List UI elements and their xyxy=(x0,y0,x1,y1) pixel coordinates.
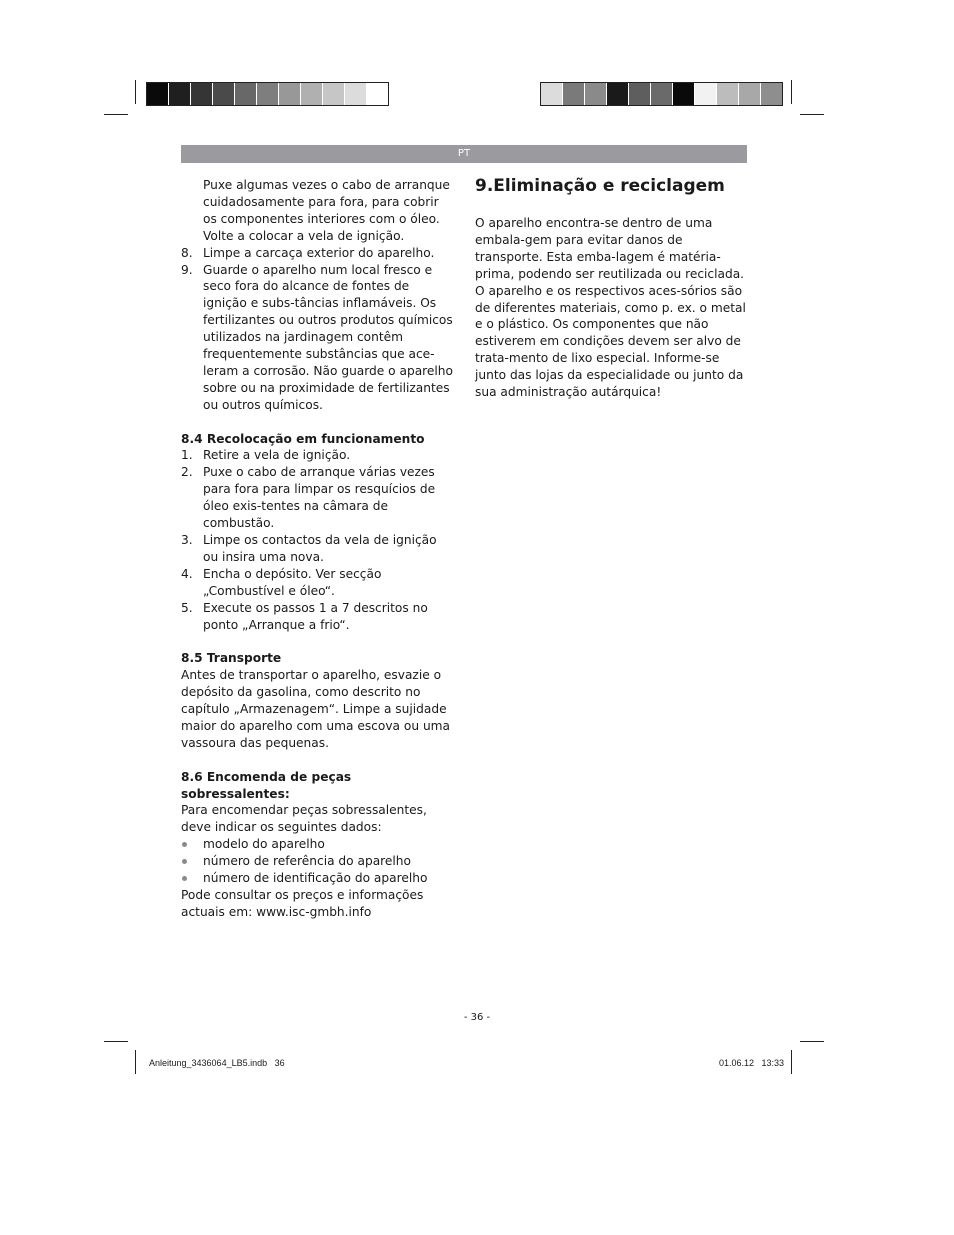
crop-mark-bl-v xyxy=(135,1050,136,1074)
section-heading-8-6: 8.6 Encomenda de peças sobressalentes: xyxy=(181,769,352,801)
color-swatch xyxy=(761,83,782,105)
spare-parts-list xyxy=(181,836,453,887)
print-footer-date: 01.06.12 13:33 xyxy=(718,1058,784,1068)
color-swatch xyxy=(257,83,279,105)
section-heading-8-4: 8.4 Recolocação em funcionamento xyxy=(181,431,425,446)
color-bar-left xyxy=(146,82,389,106)
list-item: 9. Guarde o aparelho num local fresco e seco fora do alcance de fontes de ignição e subs-tâncias inflamáveis. Os fertilizantes ou outros produtos químicos utilizados na jardinagem contêm frequentemente substâncias que ace-leram a corrosão. Não guarde o aparelho sobre ou na proximidade de fertilizantes ou outros químicos. xyxy=(181,262,453,412)
color-swatch xyxy=(301,83,323,105)
language-bar xyxy=(181,145,747,163)
right-column xyxy=(475,176,747,401)
crop-mark-tl-v xyxy=(135,80,136,104)
chapter-title: 9.Eliminação e reciclagem xyxy=(475,176,725,196)
print-footer-file: Anleitung_3436064_LB5.indb 36 xyxy=(149,1058,285,1068)
list-item: modelo do aparelho xyxy=(181,836,453,853)
bullet-icon xyxy=(182,842,187,847)
crop-mark-tr-v xyxy=(791,80,792,104)
continued-step-text: Puxe algumas vezes o cabo de arranque cuidadosamente para fora, para cobrir os componentes interiores com o óleo. Volte a colocar a vela de ignição. xyxy=(203,178,450,243)
language-label: PT xyxy=(457,148,471,159)
color-swatch xyxy=(169,83,191,105)
list-item: 1. Retire a vela de ignição. xyxy=(181,448,351,463)
color-swatch xyxy=(147,83,169,105)
color-swatch xyxy=(367,83,388,105)
disposal-text: O aparelho encontra-se dentro de uma embala-gem para evitar danos de transporte. Esta emba-lagem é matéria-prima, podendo ser reutilizada ou reciclada. O aparelho e os respectivos aces-sórios são de diferentes materiais, como p. ex. o metal e o plástico. Os componentes que não estiverem em condições devem ser alvo de trata-mento de lixo especial. Informe-se junto das lojas da especialidade ou junto da sua administração autárquica! xyxy=(475,216,746,400)
bullet-icon xyxy=(182,876,187,881)
color-swatch xyxy=(651,83,673,105)
spare-parts-outro: Pode consultar os preços e informações actuais em: www.isc-gmbh.info xyxy=(181,888,424,919)
crop-mark-tr-h xyxy=(800,114,824,115)
color-swatch xyxy=(279,83,301,105)
crop-mark-tl-h xyxy=(104,114,128,115)
list-item: 4. Encha o depósito. Ver secção „Combustível e óleo“. xyxy=(181,566,382,598)
color-swatch xyxy=(345,83,367,105)
color-swatch xyxy=(541,83,563,105)
list-item: número de identificação do aparelho xyxy=(181,870,453,887)
list-item: número de referência do aparelho xyxy=(181,853,453,870)
steps-list-8-4 xyxy=(181,447,453,633)
color-swatch xyxy=(213,83,235,105)
color-swatch xyxy=(323,83,345,105)
list-item: 5. Execute os passos 1 a 7 descritos no ponto „Arranque a frio“. xyxy=(181,600,428,632)
color-swatch xyxy=(235,83,257,105)
bullet-icon xyxy=(182,859,187,864)
color-swatch xyxy=(629,83,651,105)
color-swatch xyxy=(717,83,739,105)
page-number: - 36 - xyxy=(463,1012,491,1023)
color-swatch xyxy=(607,83,629,105)
color-swatch xyxy=(739,83,761,105)
spare-parts-intro: Para encomendar peças sobressalentes, deve indicar os seguintes dados: xyxy=(181,803,427,835)
section-heading-8-5: 8.5 Transporte xyxy=(181,651,282,666)
color-swatch xyxy=(695,83,717,105)
color-bar-right xyxy=(540,82,783,106)
crop-mark-bl-h xyxy=(104,1041,128,1042)
transport-text: Antes de transportar o aparelho, esvazie o depósito da gasolina, como descrito no capítulo „Armazenagem“. Limpe a sujidade maior do aparelho com uma escova ou uma vassoura das pequenas. xyxy=(181,668,451,750)
color-swatch xyxy=(563,83,585,105)
list-item: 3. Limpe os contactos da vela de ignição ou insira uma nova. xyxy=(181,533,437,564)
steps-list-a xyxy=(181,245,453,414)
left-column xyxy=(181,177,453,921)
list-item: 8. Limpe a carcaça exterior do aparelho. xyxy=(181,245,435,260)
crop-mark-br-v xyxy=(791,1050,792,1074)
color-swatch xyxy=(585,83,607,105)
list-item: 2. Puxe o cabo de arranque várias vezes para fora para limpar os resquícios de óleo exis-tentes na câmara de combustão. xyxy=(181,465,436,531)
color-swatch xyxy=(191,83,213,105)
color-swatch xyxy=(673,83,695,105)
crop-mark-br-h xyxy=(800,1041,824,1042)
